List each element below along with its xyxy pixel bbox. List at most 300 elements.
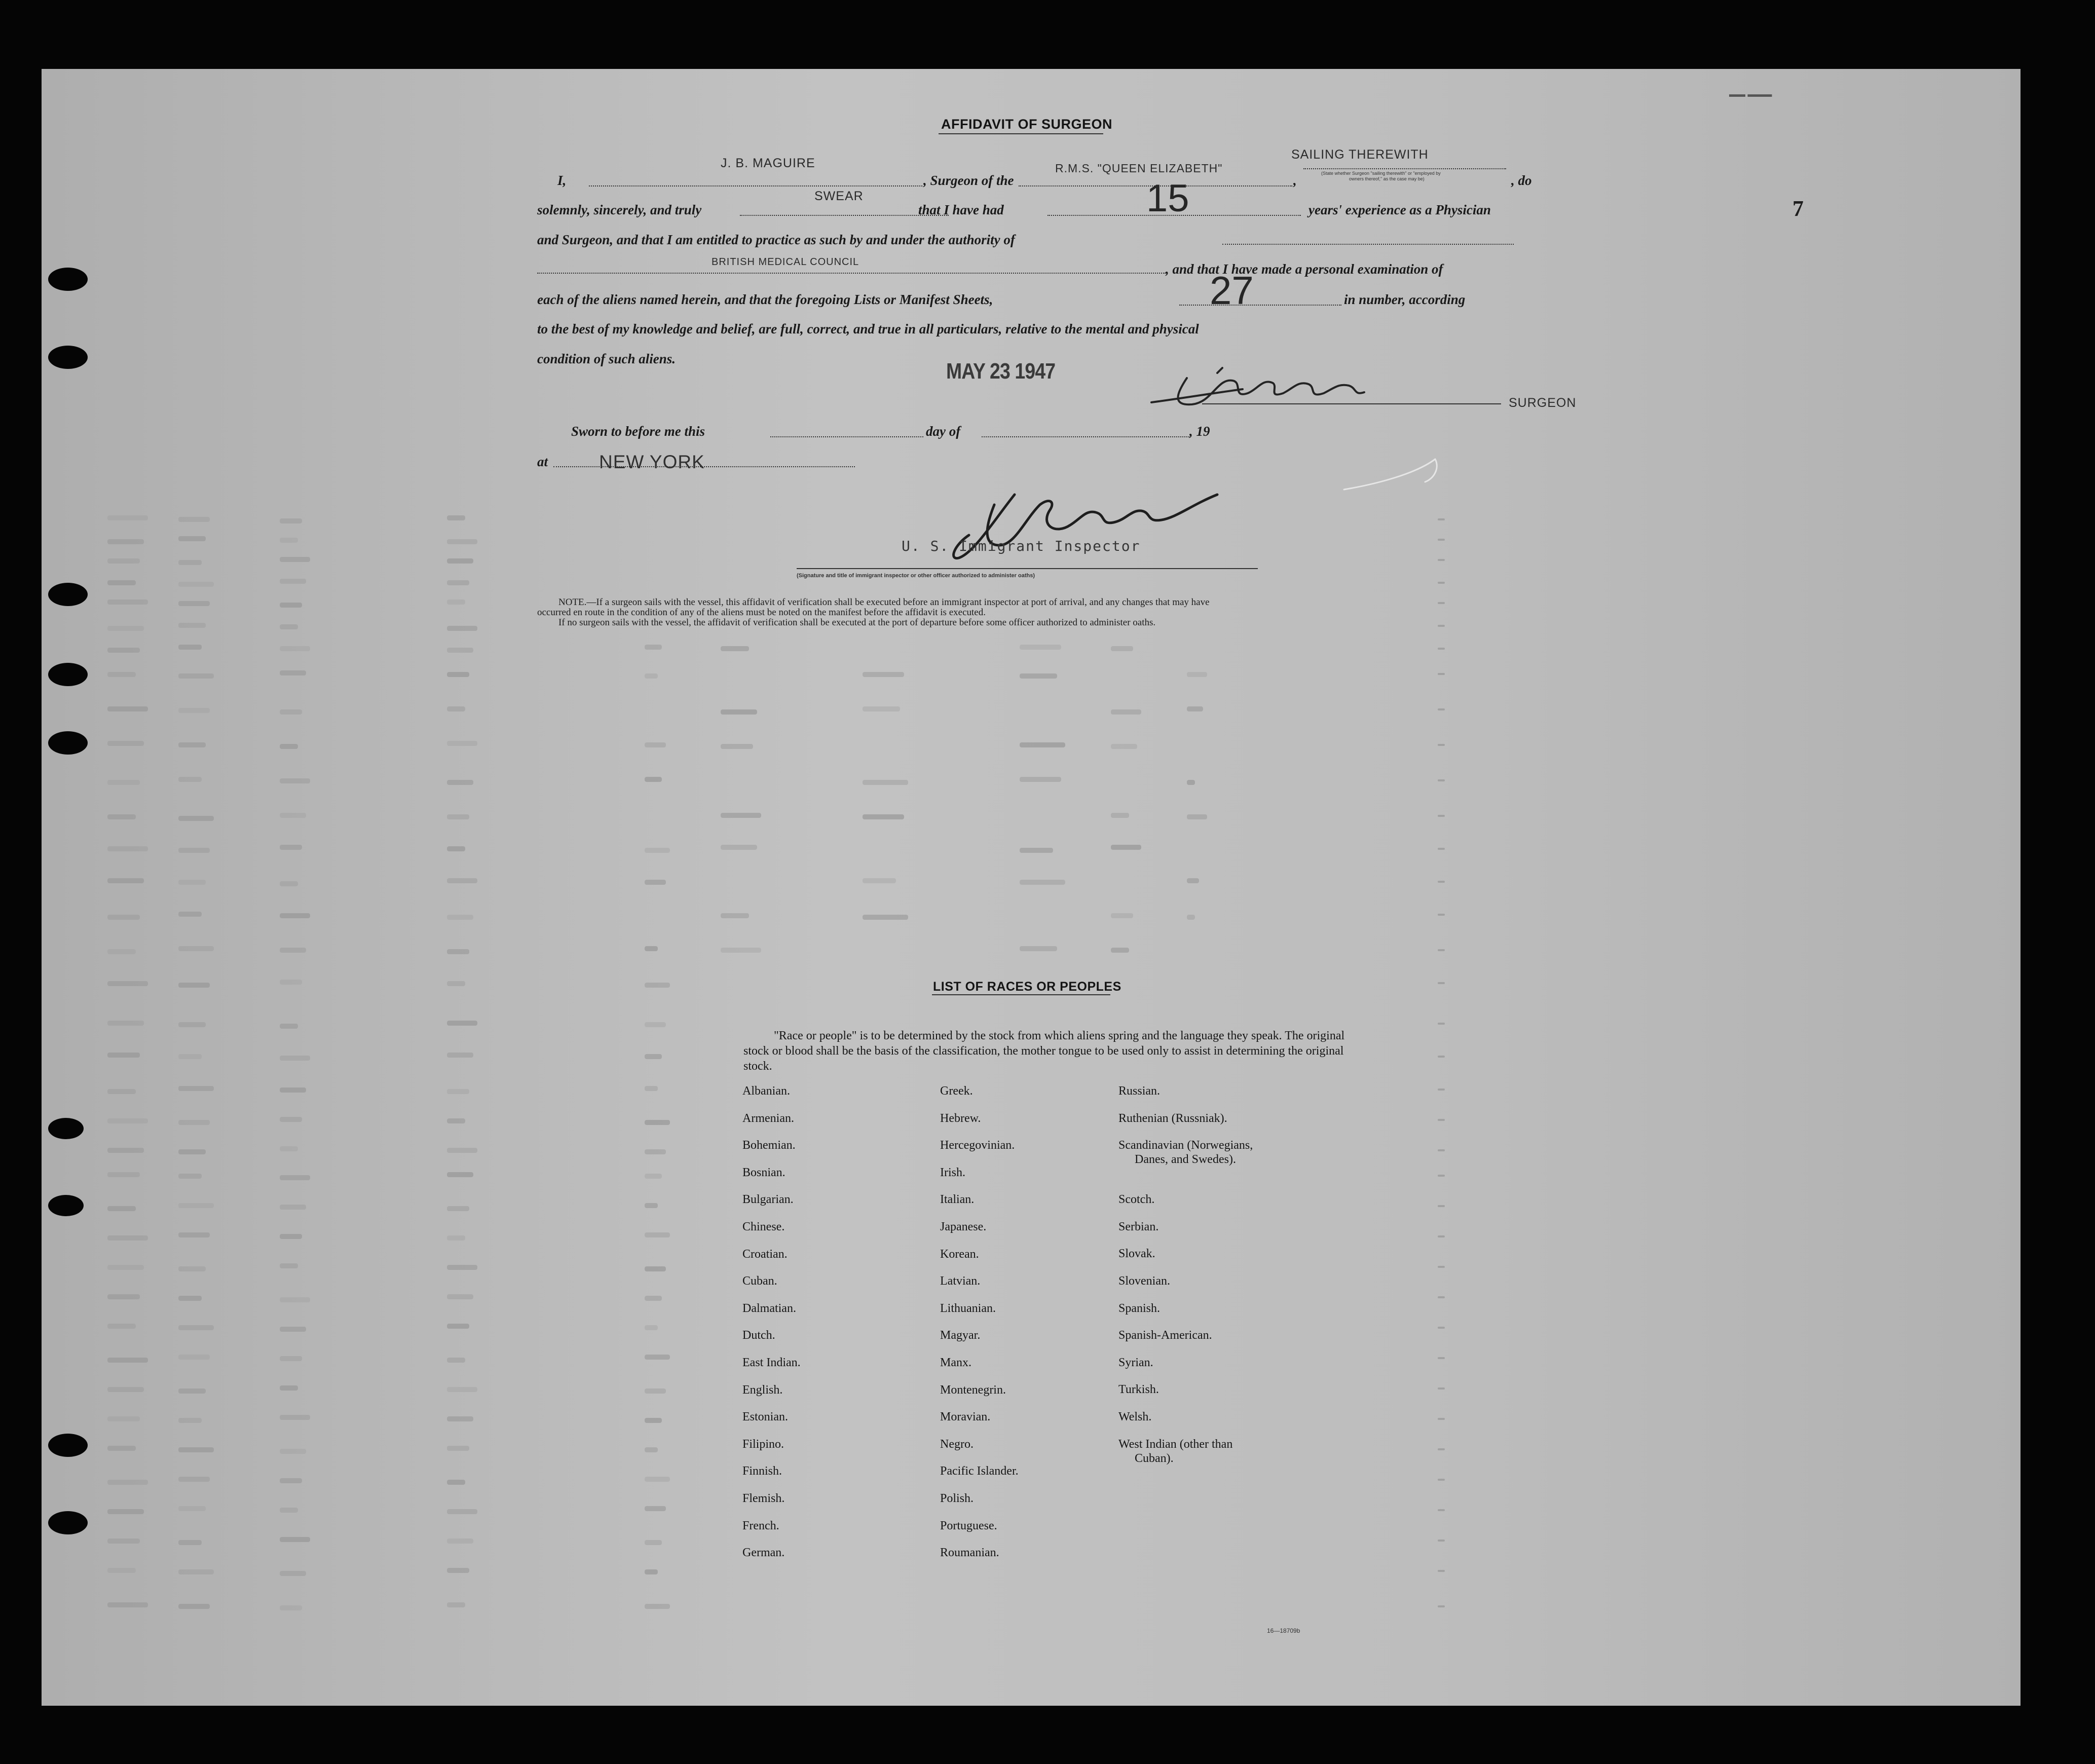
bleed-mark <box>107 1538 140 1544</box>
binder-hole <box>48 663 88 686</box>
bleed-mark <box>1438 1089 1445 1091</box>
bleed-mark <box>280 709 302 715</box>
oath-blank <box>740 215 949 216</box>
race-item: Irish. <box>940 1166 965 1179</box>
race-item: Finnish. <box>742 1465 782 1478</box>
years-handwritten: 15 <box>1146 177 1189 220</box>
bleed-mark <box>721 845 757 850</box>
bleed-mark <box>107 1324 136 1329</box>
bleed-mark <box>107 1235 148 1241</box>
knowledge-label: to the best of my knowledge and belief, are full, correct, and true in all particulars, relative to the mental and physical <box>537 321 1199 336</box>
surgeon-of-label: , Surgeon of the <box>923 173 1014 188</box>
bleed-mark <box>447 814 469 819</box>
bleed-mark <box>107 814 136 819</box>
race-item: German. <box>742 1546 785 1560</box>
bleed-mark <box>107 1416 140 1421</box>
bleed-mark <box>280 1297 310 1302</box>
authority-blank-2 <box>537 273 1166 274</box>
bleed-mark <box>1020 742 1065 747</box>
bleed-mark <box>1187 706 1203 711</box>
bleed-mark <box>645 1203 658 1208</box>
race-item: Magyar. <box>940 1329 981 1342</box>
bleed-mark <box>1438 1266 1445 1268</box>
bleed-mark <box>645 645 662 650</box>
bleed-mark <box>721 646 749 651</box>
race-item: Dalmatian. <box>742 1301 796 1315</box>
bleed-mark <box>178 1174 202 1179</box>
bleed-mark <box>107 648 140 653</box>
bleed-mark <box>178 673 214 679</box>
bleed-mark <box>1438 914 1445 916</box>
bleed-mark <box>447 1358 465 1363</box>
bleed-mark <box>645 848 670 853</box>
race-item: Hebrew. <box>940 1111 981 1125</box>
race-item: Flemish. <box>742 1492 785 1505</box>
bleed-mark <box>1438 539 1445 541</box>
binder-hole <box>48 1195 84 1216</box>
bleed-mark <box>1111 709 1141 715</box>
bleed-mark <box>447 1265 477 1270</box>
pen-mark <box>1339 454 1450 500</box>
bleed-mark <box>178 1120 210 1125</box>
bleed-mark <box>447 1089 469 1094</box>
sailing-note-2: owners thereof," as the case may be) <box>1349 176 1425 181</box>
bleed-mark <box>280 1508 298 1513</box>
race-item: Negro. <box>940 1437 974 1451</box>
bleed-mark <box>645 1388 666 1394</box>
race-item: Scandinavian (Norwegians, <box>1118 1139 1253 1152</box>
bleed-mark <box>1438 1296 1445 1298</box>
surgeon-name: J. B. MAGUIRE <box>721 156 815 170</box>
inspector-note: (Signature and title of immigrant inspector or other officer authorized to administer oaths) <box>797 573 1035 579</box>
bleed-mark <box>721 913 749 918</box>
bleed-mark <box>280 1234 302 1239</box>
bleed-mark <box>645 1022 666 1027</box>
bleed-mark <box>178 742 206 747</box>
bleed-mark <box>107 741 144 746</box>
title-underline <box>939 133 1103 134</box>
race-item: Croatian. <box>742 1247 788 1261</box>
bleed-mark <box>447 949 469 954</box>
bleed-mark <box>447 515 465 520</box>
bleed-mark <box>447 1446 469 1451</box>
race-item: Ruthenian (Russniak). <box>1118 1111 1227 1125</box>
races-title-underline <box>932 994 1110 995</box>
bleed-mark <box>107 1294 140 1299</box>
bleed-mark <box>1187 780 1195 785</box>
bleed-mark <box>1438 848 1445 850</box>
bleed-mark <box>1187 672 1207 677</box>
day-of-label: day of <box>926 424 961 439</box>
race-item: French. <box>742 1519 779 1532</box>
bleed-mark <box>1020 880 1065 885</box>
bleed-mark <box>447 558 473 564</box>
bleed-mark <box>280 980 302 985</box>
bleed-mark <box>107 706 148 711</box>
bleed-mark <box>645 673 658 679</box>
bleed-mark <box>178 560 202 565</box>
bleed-mark <box>107 878 144 883</box>
bleed-mark <box>178 848 210 853</box>
bleed-mark <box>863 878 896 883</box>
bleed-mark <box>1438 881 1445 883</box>
bleed-mark <box>447 1206 469 1211</box>
bleed-mark <box>1020 848 1053 853</box>
bleed-mark <box>107 558 140 564</box>
bleed-mark <box>447 1021 477 1026</box>
bleed-mark <box>447 981 465 986</box>
bleed-mark <box>863 672 904 677</box>
bleed-mark <box>107 1206 136 1211</box>
race-item: Russian. <box>1118 1084 1161 1098</box>
bleed-mark <box>1438 982 1445 984</box>
bleed-mark <box>645 1418 662 1423</box>
race-item: Manx. <box>940 1356 971 1369</box>
surgeon-signature <box>1141 358 1405 414</box>
bleed-mark <box>280 845 302 850</box>
race-item: Dutch. <box>742 1329 775 1342</box>
bleed-mark <box>447 599 465 605</box>
bleed-mark <box>863 780 908 785</box>
do-label: , do <box>1511 173 1532 188</box>
bleed-mark <box>645 1120 670 1125</box>
bleed-mark <box>280 948 306 953</box>
bleed-mark <box>178 517 210 522</box>
bleed-mark <box>1438 1235 1445 1237</box>
examination-label: , and that I have made a personal examination of <box>1166 261 1443 277</box>
bleed-mark <box>107 539 144 544</box>
bleed-mark <box>1438 1119 1445 1121</box>
bleed-mark <box>178 1388 206 1394</box>
race-item: Moravian. <box>940 1410 991 1424</box>
sheet-count-handwritten: 27 <box>1210 268 1254 313</box>
race-item: Greek. <box>940 1084 973 1098</box>
manifest-label: each of the aliens named herein, and that the foregoing Lists or Manifest Sheets, <box>537 292 993 307</box>
bleed-mark <box>107 1089 136 1094</box>
bleed-mark <box>107 1265 144 1270</box>
race-item: Serbian. <box>1118 1220 1159 1233</box>
bleed-mark <box>721 948 761 953</box>
bleed-mark <box>107 1602 148 1607</box>
surgeon-label: SURGEON <box>1509 396 1577 410</box>
race-item: Slovenian. <box>1118 1274 1170 1288</box>
bleed-mark <box>863 814 904 819</box>
bleed-mark <box>447 1172 473 1177</box>
race-item: Bohemian. <box>742 1139 796 1152</box>
location: NEW YORK <box>599 452 705 472</box>
bleed-mark <box>280 778 310 783</box>
bleed-mark <box>280 1087 306 1093</box>
bleed-mark <box>721 813 761 818</box>
bleed-mark <box>178 880 206 885</box>
bleed-mark <box>645 1569 658 1574</box>
bleed-mark <box>1438 1387 1445 1390</box>
bleed-mark <box>1111 813 1129 818</box>
bleed-mark <box>280 1605 302 1610</box>
bleed-mark <box>1111 948 1129 953</box>
bleed-mark <box>1438 1175 1445 1177</box>
bleed-mark <box>645 1540 662 1545</box>
race-item: Turkish. <box>1118 1383 1159 1397</box>
bleed-mark <box>107 1172 140 1177</box>
bleed-mark <box>178 1418 202 1423</box>
i-label: I, <box>557 173 567 188</box>
race-item: Slovak. <box>1118 1247 1155 1261</box>
bleed-mark <box>645 1266 666 1271</box>
bleed-mark <box>178 946 214 951</box>
race-item: Scotch. <box>1118 1193 1155 1207</box>
bleed-mark <box>447 1324 469 1329</box>
bleed-mark <box>645 1149 666 1154</box>
bleed-mark <box>178 1086 214 1091</box>
bleed-mark <box>1020 777 1061 782</box>
bleed-mark <box>280 646 310 651</box>
bleed-mark <box>447 1509 477 1514</box>
bleed-mark <box>1438 1327 1445 1329</box>
bleed-mark <box>280 1205 306 1210</box>
bleed-mark <box>178 1203 214 1208</box>
bleed-mark <box>645 880 666 885</box>
bleed-mark <box>280 579 306 584</box>
bleed-mark <box>1187 878 1199 883</box>
bleed-mark <box>447 1602 465 1607</box>
bleed-mark <box>178 1232 210 1237</box>
bleed-mark <box>280 1385 298 1391</box>
bleed-mark <box>178 1604 210 1609</box>
bleed-mark <box>447 915 473 920</box>
bleed-mark <box>178 582 214 587</box>
bleed-mark <box>447 1148 477 1153</box>
bleed-mark <box>447 1387 477 1392</box>
races-title: LIST OF RACES OR PEOPLES <box>933 980 1121 994</box>
bleed-mark <box>645 1174 662 1179</box>
race-item: Spanish. <box>1118 1301 1161 1315</box>
bleed-mark <box>280 913 310 918</box>
bleed-mark <box>107 672 136 677</box>
bleed-mark <box>863 915 908 920</box>
bleed-mark <box>721 744 753 749</box>
form-number: 16—18709b <box>1267 1627 1300 1634</box>
bleed-mark <box>280 670 306 675</box>
bleed-mark <box>178 983 210 988</box>
bleed-mark <box>645 1054 662 1059</box>
bleed-mark <box>280 518 302 523</box>
bleed-mark <box>863 706 900 711</box>
race-item: Korean. <box>940 1247 979 1261</box>
bleed-mark <box>447 672 469 677</box>
bleed-mark <box>1438 1357 1445 1359</box>
binder-hole <box>48 731 88 755</box>
surgeon-name-blank <box>589 185 922 186</box>
bleed-mark <box>107 1053 140 1058</box>
race-item: Italian. <box>940 1193 975 1207</box>
bleed-mark <box>1111 646 1133 651</box>
race-item: Armenian. <box>742 1111 794 1125</box>
bleed-mark <box>1438 625 1445 627</box>
race-item: Danes, and Swedes). <box>1135 1153 1236 1167</box>
condition-label: condition of such aliens. <box>537 351 676 366</box>
bleed-mark <box>280 538 298 543</box>
years-label: years' experience as a Physician <box>1308 202 1491 217</box>
page-number: 7 <box>1792 196 1804 221</box>
sailing-status: SAILING THEREWITH <box>1291 147 1429 162</box>
bleed-mark <box>107 1118 148 1123</box>
race-item: Cuban. <box>742 1274 777 1288</box>
bleed-mark <box>447 626 477 631</box>
bleed-mark <box>280 1415 310 1420</box>
binder-hole <box>48 1434 88 1457</box>
bleed-mark <box>280 624 298 629</box>
races-explanation: "Race or people" is to be determined by the stock from which aliens spring and the language they speak. The original stock or blood shall be the basis of the classification, the mother tongue to be used only to assist in determining the original stock. <box>743 1029 1345 1073</box>
bleed-mark <box>107 599 148 605</box>
bleed-mark <box>645 1477 670 1482</box>
bleed-mark <box>280 1449 306 1454</box>
bleed-mark <box>447 878 477 883</box>
oath-word: SWEAR <box>814 189 864 203</box>
bleed-mark <box>1438 949 1445 951</box>
note-line-3: If no surgeon sails with the vessel, the affidavit of verification shall be executed at the port of departure before some officer authorized to administer oaths. <box>558 617 1156 628</box>
bleed-mark <box>645 946 658 951</box>
bleed-mark <box>107 1148 144 1153</box>
bleed-mark <box>280 1056 310 1061</box>
race-item: West Indian (other than <box>1118 1437 1233 1451</box>
race-item: Spanish-American. <box>1118 1329 1212 1342</box>
bleed-mark <box>447 1538 473 1544</box>
bleed-mark <box>107 846 148 851</box>
bleed-mark <box>447 846 465 851</box>
race-item: Polish. <box>940 1492 974 1505</box>
bleed-mark <box>1111 845 1141 850</box>
bleed-mark <box>107 1446 136 1451</box>
bleed-mark <box>645 742 666 747</box>
sailing-note-1: (State whether Surgeon "sailing therewith" or "employed by <box>1321 171 1441 176</box>
authority-name: BRITISH MEDICAL COUNCIL <box>712 256 859 268</box>
race-item: Montenegrin. <box>940 1383 1006 1397</box>
bleed-mark <box>178 816 214 821</box>
race-item: Lithuanian. <box>940 1301 996 1315</box>
bleed-mark <box>178 1054 202 1059</box>
race-item: Bosnian. <box>742 1166 785 1179</box>
bleed-mark <box>178 1149 206 1154</box>
bleed-mark <box>1020 946 1057 951</box>
bleed-mark <box>645 1355 670 1360</box>
solemnly-label: solemnly, sincerely, and truly <box>537 202 702 217</box>
race-item: Hercegovinian. <box>940 1139 1015 1152</box>
bleed-mark <box>107 1021 144 1026</box>
bleed-mark <box>721 709 757 715</box>
bleed-mark <box>280 1263 298 1268</box>
bleed-mark <box>280 1024 298 1029</box>
bleed-mark <box>645 1604 670 1609</box>
authority-blank-1 <box>1222 244 1514 245</box>
bleed-mark <box>447 780 473 785</box>
binder-hole <box>48 1511 88 1534</box>
bleed-mark <box>447 1235 465 1241</box>
bleed-mark <box>1438 648 1445 650</box>
bleed-mark <box>107 1568 136 1573</box>
bleed-mark <box>1438 1418 1445 1420</box>
bleed-mark <box>447 706 465 711</box>
bleed-mark <box>447 1053 473 1058</box>
bleed-mark <box>178 1447 214 1452</box>
bleed-mark <box>107 1358 148 1363</box>
corner-mark: ▬▬ ▬▬▬ <box>1729 90 1772 99</box>
bleed-mark <box>178 536 206 541</box>
bleed-mark <box>280 1146 298 1151</box>
bleed-mark <box>107 780 140 785</box>
inspector-line <box>797 568 1258 569</box>
bleed-mark <box>1438 1205 1445 1207</box>
date-stamp: MAY 23 1947 <box>946 359 1056 384</box>
bleed-mark <box>447 1294 473 1299</box>
binder-hole <box>48 268 88 291</box>
bleed-mark <box>107 1480 148 1485</box>
binder-hole <box>48 346 88 369</box>
bleed-mark <box>1111 744 1137 749</box>
sworn-month-blank <box>982 436 1189 437</box>
bleed-mark <box>178 601 210 606</box>
bleed-mark <box>107 1387 144 1392</box>
bleed-mark <box>1438 602 1445 604</box>
bleed-mark <box>107 1509 144 1514</box>
bleed-mark <box>280 1327 306 1332</box>
bleed-mark <box>178 1477 210 1482</box>
race-item: Latvian. <box>940 1274 981 1288</box>
sheet-count-blank <box>1179 305 1341 306</box>
bleed-mark <box>447 1480 465 1485</box>
bleed-mark <box>178 623 206 628</box>
at-label: at <box>537 454 548 469</box>
comma-sep: , <box>1293 173 1297 188</box>
bleed-mark <box>178 1266 206 1271</box>
bleed-mark <box>280 603 302 608</box>
bleed-mark <box>1438 582 1445 584</box>
race-item: Bulgarian. <box>742 1193 794 1207</box>
inspector-title: U. S. Immigrant Inspector <box>902 538 1141 554</box>
bleed-mark <box>1438 1448 1445 1450</box>
bleed-mark <box>645 1086 658 1091</box>
bleed-mark <box>1438 708 1445 710</box>
bleed-mark <box>1438 559 1445 561</box>
bleed-mark <box>178 1355 210 1360</box>
bleed-mark <box>107 949 136 954</box>
ship-name: R.M.S. "QUEEN ELIZABETH" <box>1055 162 1223 175</box>
bleed-mark <box>280 557 310 562</box>
race-item: Cuban). <box>1135 1451 1174 1465</box>
bleed-mark <box>178 912 202 917</box>
bleed-mark <box>1020 673 1057 679</box>
race-item: Filipino. <box>742 1437 784 1451</box>
authority-label: and Surgeon, and that I am entitled to practice as such by and under the authority of <box>537 232 1015 247</box>
sworn-label: Sworn to before me this <box>571 424 705 439</box>
document-page <box>42 69 2021 1706</box>
bleed-mark <box>178 1325 214 1330</box>
bleed-mark <box>1438 1605 1445 1607</box>
bleed-mark <box>178 708 210 713</box>
bleed-mark <box>1187 814 1207 819</box>
bleed-mark <box>447 1416 473 1421</box>
bleed-mark <box>1438 1479 1445 1481</box>
sworn-day-blank <box>770 436 923 437</box>
bleed-mark <box>178 1540 202 1545</box>
race-item: Pacific Islander. <box>940 1465 1019 1478</box>
race-item: East Indian. <box>742 1356 801 1369</box>
bleed-mark <box>645 1325 658 1330</box>
race-item: English. <box>742 1383 783 1397</box>
bleed-mark <box>1020 645 1061 650</box>
bleed-mark <box>447 1118 465 1123</box>
bleed-mark <box>447 1568 469 1573</box>
